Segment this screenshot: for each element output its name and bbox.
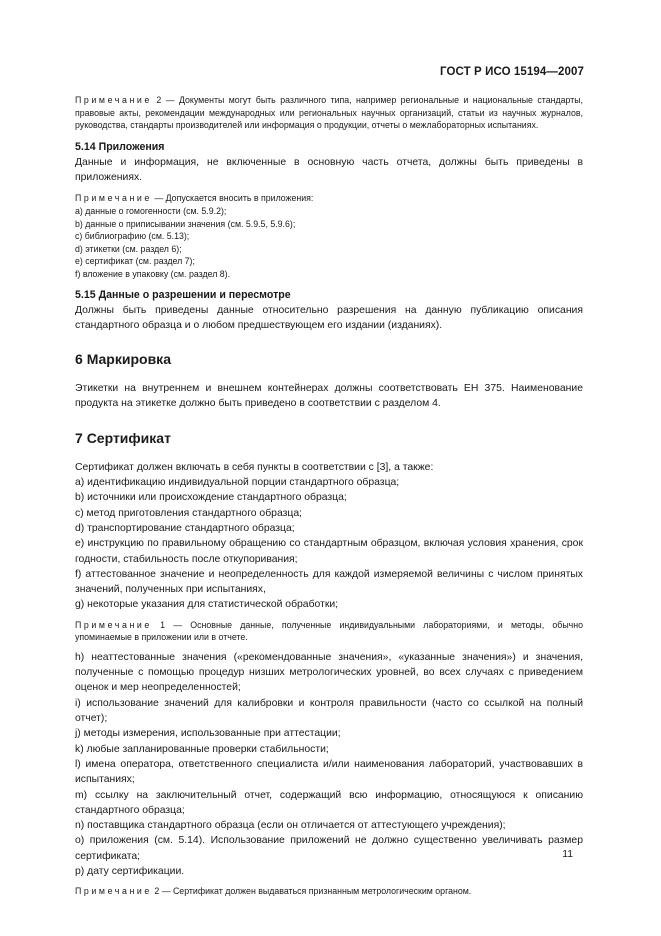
subsection-text-5-14: Данные и информация, не включенные в основную часть отчета, должны быть приведены в приложениях. [75, 156, 583, 184]
list-item: o) приложения (см. 5.14). Использование приложений не должно существенно увеличивать размер сертификата; [75, 835, 583, 862]
section-number: 6 [75, 351, 83, 368]
section-intro-7: Сертификат должен включать в себя пункты в соответствии с [3], а также: [75, 461, 434, 473]
list-item: b) данные о приписывании значения (см. 5.9.5, 5.9.6); [75, 218, 296, 229]
appendix-list [75, 205, 583, 281]
list-item: j) методы измерения, использованные при аттестации; [75, 728, 341, 740]
note-1-certificate [75, 619, 583, 644]
list-item: h) неаттестованные значения («рекомендованные значения», «указанные значения») и значения, полученные с помощью процедур низших метрологических уровней, во всех случаях с приведением оценок и мер неопределенностей; [75, 651, 583, 694]
page-content [75, 94, 583, 898]
note-label: Примечание [75, 95, 152, 105]
list-item: f) аттестованное значение и неопределенность для каждой измеряемой величины с числом принятых значений, полученных при испытаниях, [75, 568, 583, 596]
list-item: b) источники или происхождение стандартного образца; [75, 492, 347, 504]
subsection-text-5-15: Должны быть приведены данные относительно разрешения на данную публикацию описания стандартного образца и о любом предшествующем его издании (изданиях). [75, 304, 583, 331]
list-item: a) идентификацию индивидуальной порции стандартного образца; [75, 477, 400, 489]
subsection-title: Данные о разрешении и пересмотре [98, 288, 291, 301]
list-item: g) некоторые указания для статистической обработки; [75, 599, 339, 611]
list-item: k) любые запланированные проверки стабильности; [75, 743, 329, 755]
note-text: 2 — Документы могут быть различного типа, например региональные и национальные стандарты, правовые акты, рекомендации международных или региональных научных организаций, статьи из научных журналов, руководства, стандарты производителей или информация о продукции, отчеты о межлабораторных испытаниях. [75, 95, 583, 131]
note-label: Примечание [75, 886, 152, 897]
note-text: 2 — Сертификат должен выдаваться признанным метрологическим органом. [154, 886, 472, 897]
certificate-items-list-continued [75, 650, 583, 879]
list-item: m) ссылку на заключительный отчет, содержащий всю информацию, относящуюся к описанию стандартного образца; [75, 789, 583, 816]
page-number: 11 [562, 849, 573, 860]
section-text-6: Этикетки на внутреннем и внешнем контейнерах должны соответствовать ЕН 375. Наименование продукта на этикетке должно быть приведено в соответствии с разделом 4. [75, 383, 583, 410]
subsection-number: 5.15 [75, 288, 96, 301]
note-appendices [75, 192, 583, 205]
subsection-heading-5-14 [75, 140, 583, 155]
section-title: Сертификат [86, 429, 171, 446]
subsection-number: 5.14 [75, 140, 96, 153]
list-item: d) транспортирование стандартного образца; [75, 522, 295, 534]
section-title: Маркировка [86, 351, 171, 368]
list-item: e) инструкцию по правильному обращению со стандартным образцом, включая условия хранения, срок годности, стабильность после откупоривания; [75, 538, 583, 565]
note-label: Примечание [75, 193, 152, 204]
note-text: 1 — Основные данные, полученные индивидуальными лабораториями, и методы, обычно упоминаемые в приложении или в отчете. [75, 619, 583, 643]
note-documents-types [75, 94, 583, 132]
section-heading-7 [75, 429, 583, 447]
list-item: n) поставщика стандартного образца (если он отличается от аттестующего учреждения); [75, 820, 506, 832]
list-item: c) библиографию (см. 5.13); [75, 231, 190, 242]
list-item: p) дату сертификации. [75, 866, 185, 878]
list-item: a) данные о гомогенности (см. 5.9.2); [75, 205, 227, 216]
subsection-title: Приложения [98, 140, 165, 153]
list-item: f) вложение в упаковку (см. раздел 8). [75, 268, 231, 279]
section-heading-6 [75, 350, 583, 368]
note-label: Примечание [75, 619, 152, 630]
note-2-certificate [75, 885, 583, 898]
list-item: i) использование значений для калибровки и контроля правильности (часто со ссылкой на полный отчет); [75, 697, 583, 725]
subsection-heading-5-15 [75, 288, 583, 303]
note-text: — Допускается вносить в приложения: [154, 193, 314, 204]
list-item: c) метод приготовления стандартного образца; [75, 507, 302, 519]
certificate-items-list [75, 475, 583, 613]
list-item: d) этикетки (см. раздел 6); [75, 243, 182, 254]
list-item: e) сертификат (см. раздел 7); [75, 256, 195, 267]
list-item: l) имена оператора, ответственного специалиста и/или наименования лабораторий, участвовавших в испытаниях; [75, 758, 583, 786]
standard-code-header: ГОСТ Р ИСО 15194—2007 [439, 66, 584, 78]
section-number: 7 [75, 429, 83, 446]
